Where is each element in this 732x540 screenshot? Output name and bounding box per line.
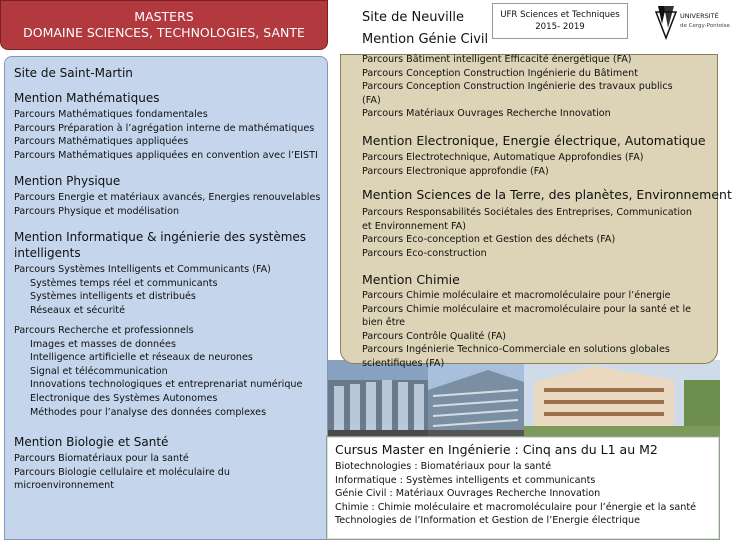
- site-neuville: Site de Neuville: [362, 10, 464, 25]
- campus-photo-right: [524, 360, 720, 438]
- gc-item: Parcours Conception Construction Ingénierie des travaux publics: [362, 81, 673, 93]
- gc-item: Parcours Matériaux Ouvrages Recherche Innovation: [362, 108, 611, 120]
- info-sub-item: Systèmes intelligents et distribués: [30, 291, 196, 303]
- mention-bio-heading: Mention Biologie et Santé: [14, 435, 169, 449]
- bio-item: Parcours Biologie cellulaire et moléculaire du: [14, 466, 230, 478]
- chimie-item: Parcours Ingénierie Technico-Commerciale en solutions globales: [362, 344, 670, 356]
- terre-item: et Environnement FA): [362, 220, 466, 232]
- site-saint-martin: Site de Saint-Martin: [14, 66, 133, 80]
- chimie-item: scientifiques (FA): [362, 358, 445, 369]
- university-logo: [654, 2, 730, 42]
- title-banner: [0, 0, 328, 50]
- cursus-item: Chimie : Chimie moléculaire et macromoléculaire pour l’énergie et la santé: [335, 501, 697, 513]
- mention-elec-heading: Mention Electronique, Energie électrique, Automatique: [362, 133, 706, 148]
- svg-text:de Cergy-Pontoise: de Cergy-Pontoise: [680, 23, 730, 29]
- chimie-item: Parcours Chimie moléculaire et macromoléculaire pour l’énergie: [362, 290, 671, 301]
- cursus-item: Technologies de l’Information et Gestion de l’Energie électrique: [335, 515, 640, 527]
- mention-chimie-heading: Mention Chimie: [362, 272, 460, 287]
- ufr-name: UFR Sciences et Techniques: [500, 10, 620, 20]
- mention-genie-civil-heading: Mention Génie Civil: [362, 32, 489, 47]
- math-item: Parcours Préparation à l’agrégation interne de mathématiques: [14, 122, 315, 134]
- svg-text:UNIVERSITÉ: UNIVERSITÉ: [680, 12, 719, 20]
- mention-info-heading-1: Mention Informatique & ingénierie des systèmes: [14, 230, 307, 244]
- elec-item: Parcours Electronique approfondie (FA): [362, 165, 549, 177]
- mention-physique-heading: Mention Physique: [14, 174, 121, 188]
- terre-item: Parcours Eco-conception et Gestion des déchets (FA): [362, 234, 616, 246]
- info-sub-item: Réseaux et sécurité: [30, 304, 125, 316]
- cursus-master-ingenierie-box: [326, 436, 720, 540]
- bio-item: Parcours Biomatériaux pour la santé: [14, 453, 189, 464]
- info-parcours-1: Parcours Systèmes Intelligents et Communicants (FA): [14, 264, 271, 275]
- ufr-label-box: [492, 3, 628, 39]
- phys-item: Parcours Physique et modélisation: [14, 205, 180, 217]
- neuville-panel: [340, 54, 732, 369]
- info-sub-item: Intelligence artificielle et réseaux de neurones: [30, 352, 253, 364]
- ufr-years: 2015- 2019: [535, 22, 585, 32]
- title-line-2: DOMAINE SCIENCES, TECHNOLOGIES, SANTE: [23, 25, 305, 40]
- saint-martin-panel: [4, 56, 328, 540]
- info-sub-item: Images et masses de données: [30, 338, 176, 350]
- mention-math-heading: Mention Mathématiques: [14, 91, 160, 105]
- gc-item: (FA): [362, 94, 381, 106]
- chimie-item: Parcours Chimie moléculaire et macromoléculaire pour la santé et le: [362, 303, 692, 315]
- bio-item: microenvironnement: [14, 480, 114, 492]
- info-parcours-2: Parcours Recherche et professionnels: [14, 325, 194, 336]
- mention-terre-heading: Mention Sciences de la Terre, des planètes, Environnement: [362, 187, 732, 202]
- info-sub-item: Systèmes temps réel et communicants: [30, 277, 218, 289]
- gc-item: Parcours Bâtiment intelligent Efficacité énergétique (FA): [362, 54, 632, 65]
- chimie-item: bien être: [362, 317, 406, 329]
- cursus-heading: Cursus Master en Ingénierie : Cinq ans du L1 au M2: [335, 442, 658, 457]
- cursus-item: Biotechnologies : Biomatériaux pour la santé: [335, 461, 552, 472]
- info-sub-item: Méthodes pour l’analyse des données complexes: [30, 406, 267, 418]
- info-sub-item: Innovations technologiques et entreprenariat numérique: [30, 379, 303, 391]
- terre-item: Parcours Responsabilités Sociétales des Entreprises, Communication: [362, 207, 692, 218]
- title-line-1: MASTERS: [134, 9, 194, 24]
- chimie-item: Parcours Contrôle Qualité (FA): [362, 330, 507, 342]
- math-item: Parcours Mathématiques appliquées: [14, 136, 189, 148]
- cursus-item: Génie Civil : Matériaux Ouvrages Recherche Innovation: [335, 488, 601, 500]
- mention-info-heading-2: intelligents: [14, 246, 81, 260]
- info-sub-item: Electronique des Systèmes Autonomes: [30, 393, 218, 404]
- phys-item: Parcours Energie et matériaux avancés, Energies renouvelables: [14, 192, 321, 203]
- info-sub-item: Signal et télécommunication: [30, 365, 168, 377]
- campus-photo-left: [328, 360, 428, 438]
- terre-item: Parcours Eco-construction: [362, 247, 487, 259]
- math-item: Parcours Mathématiques fondamentales: [14, 109, 208, 120]
- elec-item: Parcours Electrotechnique, Automatique Approfondies (FA): [362, 152, 644, 163]
- cursus-item: Informatique : Systèmes intelligents et communicants: [335, 474, 596, 486]
- math-item: Parcours Mathématiques appliquées en convention avec l’EISTI: [14, 149, 318, 161]
- gc-item: Parcours Conception Construction Ingénierie du Bâtiment: [362, 67, 638, 79]
- campus-photo-middle: [428, 360, 524, 438]
